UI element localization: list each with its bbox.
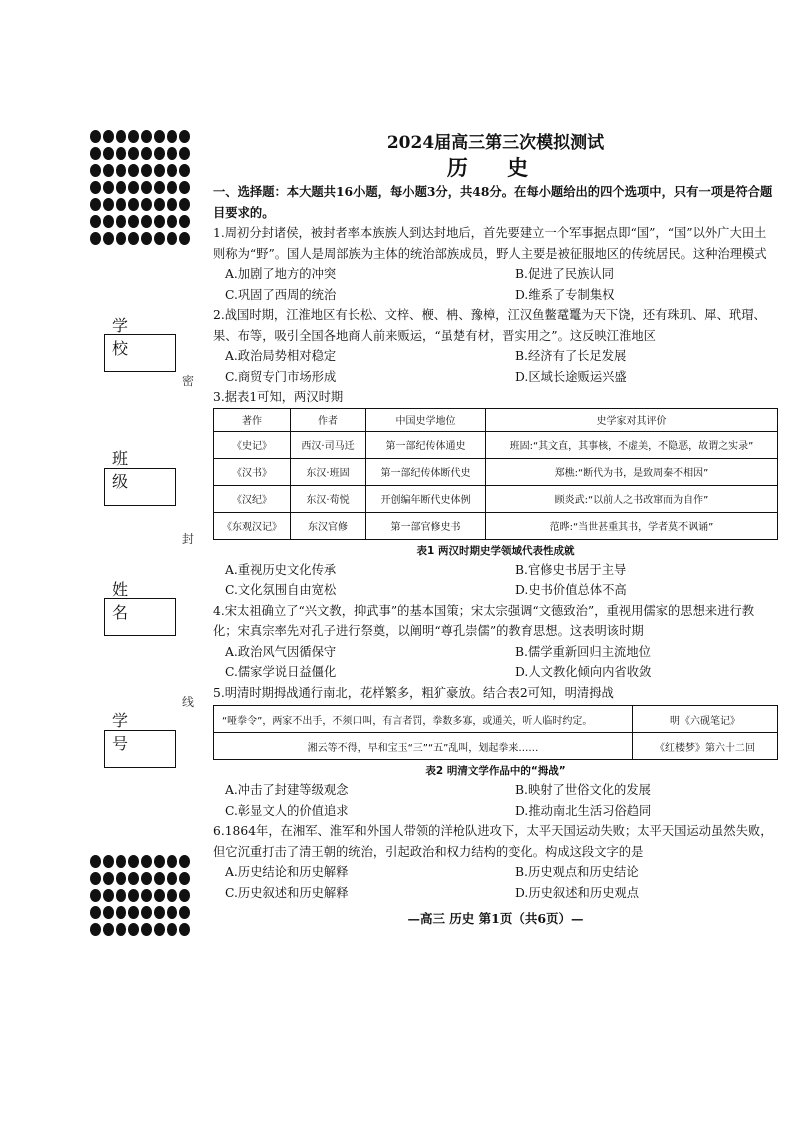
section-intro: 一、选择题：本大题共16小题，每小题3分，共48分。在每小题给出的四个选项中，只有一项是符合题目要求的。 — [213, 184, 773, 220]
option[interactable]: A.历史结论和历史解释 — [225, 865, 349, 879]
name-box[interactable] — [104, 598, 176, 636]
question-1: 1.周初分封诸侯，被封者率本族族人到达封地后，首先要建立一个军事据点即“国”，“国”以外广大田土则称为“野”。国人是周部族为主体的统治部族成员，野人主要是被征服地区的传统居民。这种治理模式 — [213, 226, 767, 261]
option[interactable]: A.重视历史文化传承 — [225, 562, 337, 577]
option[interactable]: C.儒家学说日益僵化 — [225, 665, 337, 679]
table-cell: 东汉·荀悦 — [291, 485, 366, 512]
school-box[interactable] — [104, 334, 176, 372]
option[interactable]: D.区域长途贩运兴盛 — [515, 369, 627, 384]
question-2: 2.战国时期，江淮地区有长松、文梓、楩、柟、豫樟，江汉鱼鳖鼋鼍为天下饶，还有珠玑、犀、玳瑁、果、布等，吸引全国各地商人前来贩运，“虽楚有材，晋实用之”。这反映江淮地区 — [213, 308, 766, 343]
option[interactable]: B.历史观点和历史结论 — [515, 865, 639, 879]
question-1-options — [213, 264, 778, 305]
option[interactable]: D.史书价值总体不高 — [515, 583, 627, 597]
student-id-box[interactable] — [104, 730, 176, 768]
question-3-options — [213, 560, 778, 601]
table-cell: 郑樵:“断代为书，是致周秦不相因” — [486, 458, 778, 485]
class-label: 班 级 — [112, 449, 139, 491]
table-cell: 范晔:“当世甚重其书，学者莫不讽诵” — [486, 512, 778, 539]
option[interactable]: B.经济有了长足发展 — [515, 349, 627, 363]
table-header-cell: 作者 — [291, 408, 366, 431]
question-6-options — [213, 862, 778, 903]
school-label: 学 校 — [112, 316, 139, 358]
option[interactable]: B.映射了世俗文化的发展 — [515, 783, 651, 797]
question-2-options — [213, 346, 778, 387]
question-6: 6.1864年，在湘军、淮军和外国人带领的洋枪队进攻下，太平天国运动失败；太平天国运动虽然失败，但它沉重打击了清王朝的统治，引起政治和权力结构的变化。构成这段文字的是 — [213, 824, 773, 859]
table-header-cell: 中国史学地位 — [366, 408, 486, 431]
table-row — [214, 485, 778, 512]
table-cell: 顾炎武:“以前人之书改窜而为自作” — [486, 485, 778, 512]
student-id-label: 学 号 — [112, 711, 139, 753]
exam-title: 2024届高三第三次模拟测试 — [386, 133, 605, 153]
seal-char-feng: 封 — [182, 532, 195, 546]
table-header-cell: 著作 — [214, 408, 291, 431]
table-1 — [213, 408, 778, 540]
table-cell: 湘云等不得，早和宝玉“三”“五”乱叫，划起拳来…… — [214, 733, 633, 760]
table-2-caption: 表2 明清文学作品中的“拇战” — [425, 765, 566, 777]
option[interactable]: C.历史叙述和历史解释 — [225, 885, 349, 900]
table-cell: 《史记》 — [214, 431, 291, 458]
option[interactable]: C.巩固了西周的统治 — [225, 287, 337, 302]
seal-char-xian: 线 — [182, 695, 195, 709]
table-header-row — [214, 408, 778, 431]
option[interactable]: D.历史叙述和历史观点 — [515, 885, 640, 900]
table-cell: 东汉官修 — [291, 512, 366, 539]
seal-char-mi: 密 — [182, 374, 195, 388]
table-row — [214, 458, 778, 485]
table-cell: 《红楼梦》第六十二回 — [633, 733, 778, 760]
question-4: 4.宋太祖确立了“兴文教，抑武事”的基本国策；宋太宗强调“文德致治”，重视用儒家的思想来进行教化；宋真宗率先对孔子进行祭奠，以阐明“尊孔崇儒”的教育思想。这表明该时期 — [213, 603, 755, 638]
subject-title: 历 史 — [446, 155, 545, 180]
table-cell: “哑拳令”，两家不出手，不须口叫，有言者罚，拳数多寡，或通关，听人临时约定。 — [214, 706, 633, 733]
option[interactable]: D.维系了专制集权 — [515, 287, 615, 302]
option[interactable]: B.官修史书居于主导 — [515, 562, 627, 577]
question-3: 3.据表1可知，两汉时期 — [213, 390, 344, 404]
option[interactable]: A.政治局势相对稳定 — [225, 349, 337, 363]
table-cell: 班固:“其文直，其事核，不虚美，不隐恶，故谓之实录” — [486, 431, 778, 458]
table-cell: 明《六砚笔记》 — [633, 706, 778, 733]
table-1-caption: 表1 两汉时期史学领域代表性成就 — [416, 544, 575, 557]
table-cell: 西汉·司马迁 — [291, 431, 366, 458]
question-5-options — [213, 780, 778, 821]
option[interactable]: A.加剧了地方的冲突 — [225, 267, 337, 281]
option[interactable]: C.彰显文人的价值追求 — [225, 803, 349, 818]
option[interactable]: D.人文教化倾向内省收敛 — [515, 665, 652, 679]
option[interactable]: D.推动南北生活习俗趋同 — [515, 803, 652, 818]
table-cell: 《东观汉记》 — [214, 512, 291, 539]
table-row — [214, 431, 778, 458]
table-2 — [213, 705, 778, 760]
table-row — [214, 733, 778, 760]
option[interactable]: C.商贸专门市场形成 — [225, 369, 337, 384]
table-cell: 《汉书》 — [214, 458, 291, 485]
question-5: 5.明清时期拇战通行南北，花样繁多，粗犷豪放。结合表2可知，明清拇战 — [213, 685, 614, 700]
table-cell: 第一部纪传体断代史 — [366, 458, 486, 485]
exam-page — [213, 128, 778, 927]
table-row — [214, 512, 778, 539]
page-footer: —高三 历史 第1页（共6页）— — [407, 911, 584, 926]
class-box[interactable] — [104, 468, 176, 506]
table-row — [214, 706, 778, 733]
option[interactable]: C.文化氛围自由宽松 — [225, 583, 337, 597]
table-header-cell: 史学家对其评价 — [486, 408, 778, 431]
table-cell: 第一部纪传体通史 — [366, 431, 486, 458]
question-4-options — [213, 642, 778, 683]
table-cell: 《汉纪》 — [214, 485, 291, 512]
option[interactable]: B.儒学重新回归主流地位 — [515, 644, 651, 659]
option[interactable]: A.政治风气因循保守 — [225, 644, 337, 659]
table-cell: 东汉·班固 — [291, 458, 366, 485]
table-cell: 第一部官修史书 — [366, 512, 486, 539]
binding-dots-top — [90, 130, 190, 249]
table-cell: 开创编年断代史体例 — [366, 485, 486, 512]
name-label: 姓 名 — [112, 580, 139, 622]
option[interactable]: B.促进了民族认同 — [515, 267, 615, 281]
option[interactable]: A.冲击了封建等级观念 — [225, 783, 349, 797]
binding-dots-bottom — [90, 855, 190, 940]
